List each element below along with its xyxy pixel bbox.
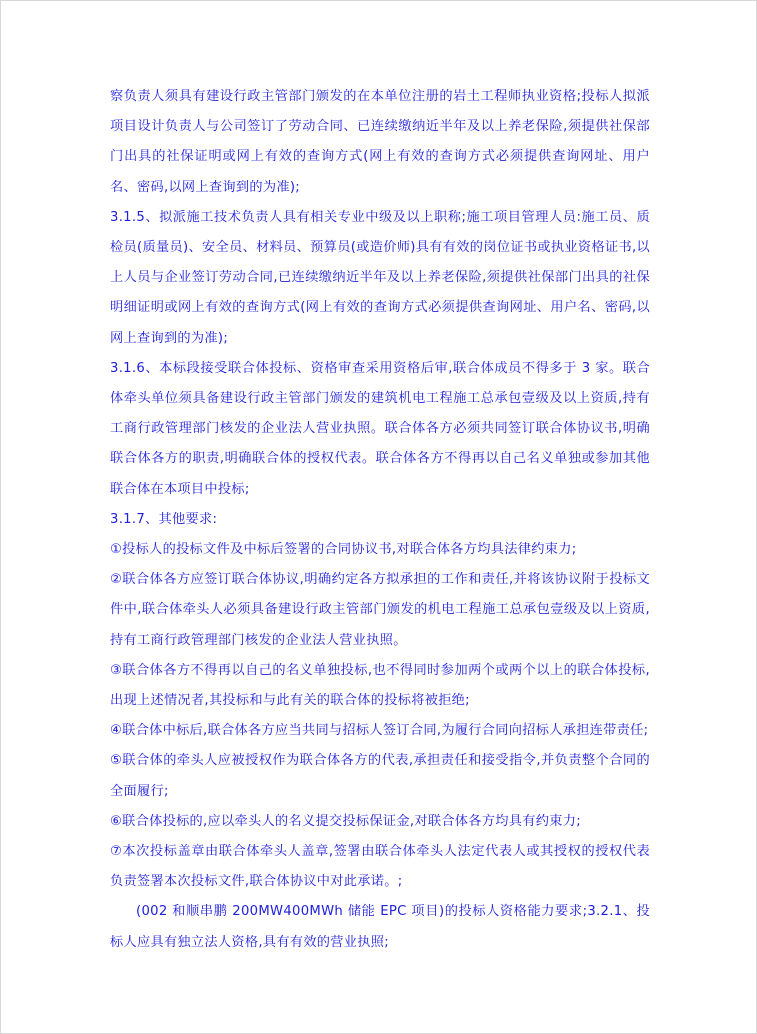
paragraph: ⑦本次投标盖章由联合体牵头人盖章,签署由联合体牵头人法定代表人或其授权的授权代表负责签署本次投标文件,联合体协议中对此承诺。;	[110, 844, 650, 890]
paragraph: 3.1.6、本标段接受联合体投标、资格审查采用资格后审,联合体成员不得多于 3 家。联合体牵头单位须具备建设行政主管部门颁发的建筑机电工程施工总承包壹级及以上资质,持有工商行政管理部门核发的企业法人营业执照。联合体各方必须共同签订联合体协议书,明确联合体各方的职责,明确联合体的授权代表。联合体各方不得再以自己名义单独或参加其他联合体在本项目中投标;	[110, 360, 650, 497]
paragraph: 3.1.5、拟派施工技术负责人具有相关专业中级及以上职称;施工项目管理人员:施工员、质检员(质量员)、安全员、材料员、预算员(或造价师)具有有效的岗位证书或执业资格证书,以上人员与企业签订劳动合同,已连续缴纳近半年及以上养老保险,须提供社保部门出具的社保明细证明或网上有效的查询方式(网上有效的查询方式必须提供查询网址、用户名、密码,以网上查询到的为准);	[110, 209, 650, 346]
document-body	[110, 82, 650, 958]
paragraph: 3.1.7、其他要求:	[110, 511, 218, 527]
paragraph: ④联合体中标后,联合体各方应当共同与招标人签订合同,为履行合同向招标人承担连带责任;	[110, 723, 649, 739]
paragraph: ②联合体各方应签订联合体协议,明确约定各方拟承担的工作和责任,并将该协议附于投标文件中,联合体牵头人必须具备建设行政主管部门颁发的机电工程施工总承包壹级及以上资质,持有工商行政管理部门核发的企业法人营业执照。	[110, 572, 650, 648]
paragraph: (002 和顺串鹏 200MW400MWh 储能 EPC 项目)的投标人资格能力要求;3.2.1、投标人应具有独立法人资格,具有有效的营业执照;	[110, 904, 650, 950]
paragraph: ③联合体各方不得再以自己的名义单独投标,也不得同时参加两个或两个以上的联合体投标,出现上述情况者,其投标和与此有关的联合体的投标将被拒绝;	[110, 662, 650, 709]
paragraph: ⑤联合体的牵头人应被授权作为联合体各方的代表,承担责任和接受指令,并负责整个合同的全面履行;	[110, 753, 650, 799]
paragraph: 察负责人须具有建设行政主管部门颁发的在本单位注册的岩土工程师执业资格;投标人拟派项目设计负责人与公司签订了劳动合同、已连续缴纳近半年及以上养老保险,须提供社保部门出具的社保证明或网上有效的查询方式(网上有效的查询方式必须提供查询网址、用户名、密码,以网上查询到的为准);	[110, 89, 650, 195]
paragraph: ⑥联合体投标的,应以牵头人的名义提交投标保证金,对联合体各方均具有约束力;	[110, 813, 581, 829]
paragraph: ①投标人的投标文件及中标后签署的合同协议书,对联合体各方均具法律约束力;	[110, 542, 577, 558]
